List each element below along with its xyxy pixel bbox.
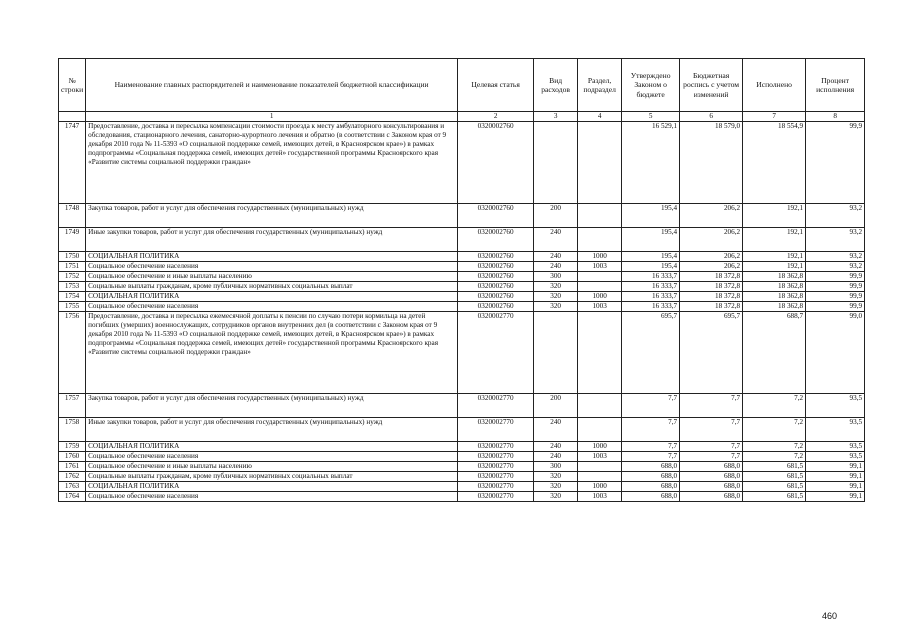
row-executed: 192,1 bbox=[743, 228, 806, 252]
row-target-article: 0320002770 bbox=[458, 492, 534, 502]
header-name: Наименование главных распорядителей и наименование показателей бюджетной классификации bbox=[86, 59, 458, 112]
row-approved: 195,4 bbox=[622, 204, 680, 228]
row-budget-schedule: 206,2 bbox=[680, 252, 743, 262]
row-name: СОЦИАЛЬНАЯ ПОЛИТИКА bbox=[86, 442, 458, 452]
row-name: Социальное обеспечение населения bbox=[86, 262, 458, 272]
row-section bbox=[578, 394, 622, 418]
row-executed: 192,1 bbox=[743, 204, 806, 228]
table-row bbox=[59, 228, 865, 252]
row-percent: 93,5 bbox=[806, 452, 865, 462]
row-percent: 93,2 bbox=[806, 204, 865, 228]
table-row bbox=[59, 312, 865, 394]
row-percent: 93,5 bbox=[806, 394, 865, 418]
row-name: Социальное обеспечение населения bbox=[86, 302, 458, 312]
row-name: Социальное обеспечение населения bbox=[86, 492, 458, 502]
row-name: СОЦИАЛЬНАЯ ПОЛИТИКА bbox=[86, 252, 458, 262]
row-executed: 18 554,9 bbox=[743, 122, 806, 204]
header-executed: Исполнено bbox=[743, 59, 806, 112]
row-budget-schedule: 18 372,8 bbox=[680, 282, 743, 292]
row-approved: 16 333,7 bbox=[622, 272, 680, 282]
row-number: 1753 bbox=[59, 282, 86, 292]
table-row bbox=[59, 482, 865, 492]
row-section bbox=[578, 282, 622, 292]
row-number: 1757 bbox=[59, 394, 86, 418]
table-row bbox=[59, 442, 865, 452]
row-expense-type: 320 bbox=[534, 292, 578, 302]
column-numbers-row bbox=[59, 112, 865, 122]
row-section: 1000 bbox=[578, 292, 622, 302]
row-expense-type: 200 bbox=[534, 204, 578, 228]
row-name: Предоставление, доставка и пересылка компенсации стоимости проезда к месту амбулаторного консультирования и обследования, стационарного лечения, санаторно-курортного лечения и обратно (в соответствии с Законом края от 9 декабря 2010 года № 11-5393 «О социальной поддержке семей, имеющих детей, в Красноярском крае») в рамках подпрограммы «Социальная поддержка семей, имеющих детей» государственной программы Красноярского края «Развитие системы социальной поддержки граждан» bbox=[86, 122, 458, 204]
row-expense-type: 300 bbox=[534, 272, 578, 282]
row-number: 1752 bbox=[59, 272, 86, 282]
row-expense-type: 240 bbox=[534, 262, 578, 272]
row-expense-type: 320 bbox=[534, 472, 578, 482]
row-percent: 93,5 bbox=[806, 418, 865, 442]
row-target-article: 0320002760 bbox=[458, 262, 534, 272]
row-budget-schedule: 7,7 bbox=[680, 418, 743, 442]
row-percent: 93,2 bbox=[806, 252, 865, 262]
row-percent: 99,9 bbox=[806, 302, 865, 312]
row-executed: 18 362,8 bbox=[743, 302, 806, 312]
row-section: 1003 bbox=[578, 452, 622, 462]
row-budget-schedule: 688,0 bbox=[680, 462, 743, 472]
row-budget-schedule: 7,7 bbox=[680, 442, 743, 452]
page-number: 460 bbox=[822, 611, 838, 621]
row-number: 1754 bbox=[59, 292, 86, 302]
row-approved: 7,7 bbox=[622, 394, 680, 418]
row-section bbox=[578, 272, 622, 282]
row-approved: 688,0 bbox=[622, 472, 680, 482]
row-expense-type: 240 bbox=[534, 442, 578, 452]
row-budget-schedule: 7,7 bbox=[680, 394, 743, 418]
row-number: 1761 bbox=[59, 462, 86, 472]
row-executed: 681,5 bbox=[743, 472, 806, 482]
row-name: Предоставление, доставка и пересылка ежемесячной доплаты к пенсии по случаю потери кормильца на детей погибших (умерших) военнослужащих, сотрудников органов внутренних дел (в соответствии с Законом края от 9 декабря 2010 года № 11-5393 «О социальной поддержке семей, имеющих детей, в Красноярском крае») в рамках подпрограммы «Социальная поддержка семей, имеющих детей» государственной программы Красноярского края «Развитие системы социальной поддержки граждан» bbox=[86, 312, 458, 394]
row-number: 1756 bbox=[59, 312, 86, 394]
row-percent: 93,2 bbox=[806, 228, 865, 252]
budget-table bbox=[58, 58, 865, 502]
row-section: 1003 bbox=[578, 492, 622, 502]
table-row bbox=[59, 452, 865, 462]
row-section: 1000 bbox=[578, 442, 622, 452]
row-number: 1755 bbox=[59, 302, 86, 312]
row-name: Социальное обеспечение и иные выплаты населению bbox=[86, 462, 458, 472]
row-approved: 688,0 bbox=[622, 482, 680, 492]
row-approved: 16 529,1 bbox=[622, 122, 680, 204]
table-row bbox=[59, 418, 865, 442]
row-budget-schedule: 7,7 bbox=[680, 452, 743, 462]
row-executed: 192,1 bbox=[743, 262, 806, 272]
row-budget-schedule: 206,2 bbox=[680, 262, 743, 272]
row-target-article: 0320002760 bbox=[458, 252, 534, 262]
row-approved: 7,7 bbox=[622, 418, 680, 442]
row-percent: 99,1 bbox=[806, 472, 865, 482]
row-expense-type: 320 bbox=[534, 482, 578, 492]
row-name: Социальные выплаты гражданам, кроме публичных нормативных социальных выплат bbox=[86, 282, 458, 292]
row-number: 1763 bbox=[59, 482, 86, 492]
row-name: СОЦИАЛЬНАЯ ПОЛИТИКА bbox=[86, 292, 458, 302]
table-row bbox=[59, 394, 865, 418]
row-executed: 18 362,8 bbox=[743, 282, 806, 292]
row-target-article: 0320002770 bbox=[458, 442, 534, 452]
row-percent: 93,5 bbox=[806, 442, 865, 452]
row-executed: 192,1 bbox=[743, 252, 806, 262]
column-number: 6 bbox=[680, 112, 743, 122]
row-name: СОЦИАЛЬНАЯ ПОЛИТИКА bbox=[86, 482, 458, 492]
column-number: 4 bbox=[578, 112, 622, 122]
table-row bbox=[59, 204, 865, 228]
row-target-article: 0320002760 bbox=[458, 228, 534, 252]
row-approved: 16 333,7 bbox=[622, 302, 680, 312]
table-row bbox=[59, 262, 865, 272]
column-number: 8 bbox=[806, 112, 865, 122]
table-row bbox=[59, 252, 865, 262]
row-target-article: 0320002770 bbox=[458, 418, 534, 442]
row-number: 1748 bbox=[59, 204, 86, 228]
row-target-article: 0320002770 bbox=[458, 472, 534, 482]
row-section: 1000 bbox=[578, 482, 622, 492]
row-expense-type bbox=[534, 312, 578, 394]
column-number: 1 bbox=[86, 112, 458, 122]
row-section bbox=[578, 462, 622, 472]
row-expense-type: 320 bbox=[534, 282, 578, 292]
row-target-article: 0320002760 bbox=[458, 204, 534, 228]
row-percent: 93,2 bbox=[806, 262, 865, 272]
header-budget-schedule: Бюджетная роспись с учетом изменений bbox=[680, 59, 743, 112]
row-expense-type: 300 bbox=[534, 462, 578, 472]
row-percent: 99,9 bbox=[806, 122, 865, 204]
row-section bbox=[578, 228, 622, 252]
row-executed: 18 362,8 bbox=[743, 292, 806, 302]
header-row-number: № строки bbox=[59, 59, 86, 112]
row-section: 1003 bbox=[578, 302, 622, 312]
row-executed: 688,7 bbox=[743, 312, 806, 394]
row-percent: 99,0 bbox=[806, 312, 865, 394]
row-target-article: 0320002760 bbox=[458, 272, 534, 282]
row-budget-schedule: 688,0 bbox=[680, 482, 743, 492]
row-expense-type: 240 bbox=[534, 252, 578, 262]
row-expense-type: 200 bbox=[534, 394, 578, 418]
header-row bbox=[59, 59, 865, 112]
row-percent: 99,1 bbox=[806, 482, 865, 492]
row-number: 1749 bbox=[59, 228, 86, 252]
row-expense-type bbox=[534, 122, 578, 204]
row-executed: 681,5 bbox=[743, 482, 806, 492]
row-section bbox=[578, 418, 622, 442]
row-target-article: 0320002770 bbox=[458, 312, 534, 394]
row-approved: 195,4 bbox=[622, 252, 680, 262]
table-row bbox=[59, 472, 865, 482]
header-target-article: Целевая статья bbox=[458, 59, 534, 112]
column-number: 7 bbox=[743, 112, 806, 122]
column-number: 5 bbox=[622, 112, 680, 122]
row-approved: 16 333,7 bbox=[622, 282, 680, 292]
row-number: 1760 bbox=[59, 452, 86, 462]
row-executed: 7,2 bbox=[743, 418, 806, 442]
row-percent: 99,9 bbox=[806, 292, 865, 302]
row-approved: 695,7 bbox=[622, 312, 680, 394]
row-section bbox=[578, 312, 622, 394]
row-budget-schedule: 206,2 bbox=[680, 204, 743, 228]
row-name: Социальное обеспечение и иные выплаты населению bbox=[86, 272, 458, 282]
row-approved: 688,0 bbox=[622, 462, 680, 472]
row-executed: 18 362,8 bbox=[743, 272, 806, 282]
table-row bbox=[59, 302, 865, 312]
row-number: 1747 bbox=[59, 122, 86, 204]
row-executed: 681,5 bbox=[743, 462, 806, 472]
row-approved: 7,7 bbox=[622, 452, 680, 462]
row-approved: 688,0 bbox=[622, 492, 680, 502]
row-executed: 7,2 bbox=[743, 394, 806, 418]
row-number: 1759 bbox=[59, 442, 86, 452]
row-section bbox=[578, 472, 622, 482]
row-percent: 99,1 bbox=[806, 462, 865, 472]
row-expense-type: 240 bbox=[534, 418, 578, 442]
row-number: 1764 bbox=[59, 492, 86, 502]
header-approved: Утверждено Законом о бюджете bbox=[622, 59, 680, 112]
row-budget-schedule: 18 579,0 bbox=[680, 122, 743, 204]
row-percent: 99,9 bbox=[806, 282, 865, 292]
row-target-article: 0320002770 bbox=[458, 462, 534, 472]
table-row bbox=[59, 122, 865, 204]
row-name: Иные закупки товаров, работ и услуг для обеспечения государственных (муниципальных) нужд bbox=[86, 418, 458, 442]
row-approved: 16 333,7 bbox=[622, 292, 680, 302]
row-target-article: 0320002760 bbox=[458, 302, 534, 312]
row-executed: 681,5 bbox=[743, 492, 806, 502]
row-expense-type: 240 bbox=[534, 452, 578, 462]
row-name: Закупка товаров, работ и услуг для обеспечения государственных (муниципальных) нужд bbox=[86, 204, 458, 228]
row-target-article: 0320002760 bbox=[458, 122, 534, 204]
row-target-article: 0320002760 bbox=[458, 282, 534, 292]
row-executed: 7,2 bbox=[743, 452, 806, 462]
row-budget-schedule: 688,0 bbox=[680, 472, 743, 482]
row-expense-type: 320 bbox=[534, 492, 578, 502]
row-executed: 7,2 bbox=[743, 442, 806, 452]
table-row bbox=[59, 282, 865, 292]
row-section: 1000 bbox=[578, 252, 622, 262]
row-percent: 99,1 bbox=[806, 492, 865, 502]
row-target-article: 0320002760 bbox=[458, 292, 534, 302]
row-percent: 99,9 bbox=[806, 272, 865, 282]
row-approved: 195,4 bbox=[622, 262, 680, 272]
row-target-article: 0320002770 bbox=[458, 394, 534, 418]
row-budget-schedule: 695,7 bbox=[680, 312, 743, 394]
row-target-article: 0320002770 bbox=[458, 452, 534, 462]
table-row bbox=[59, 272, 865, 282]
row-budget-schedule: 18 372,8 bbox=[680, 272, 743, 282]
row-approved: 7,7 bbox=[622, 442, 680, 452]
row-section bbox=[578, 204, 622, 228]
row-budget-schedule: 206,2 bbox=[680, 228, 743, 252]
row-number: 1751 bbox=[59, 262, 86, 272]
column-number: 3 bbox=[534, 112, 578, 122]
row-number: 1758 bbox=[59, 418, 86, 442]
row-section bbox=[578, 122, 622, 204]
table-row bbox=[59, 462, 865, 472]
table-row bbox=[59, 492, 865, 502]
table-row bbox=[59, 292, 865, 302]
row-name: Социальные выплаты гражданам, кроме публичных нормативных социальных выплат bbox=[86, 472, 458, 482]
row-section: 1003 bbox=[578, 262, 622, 272]
row-name: Социальное обеспечение населения bbox=[86, 452, 458, 462]
header-expense-type: Вид расходов bbox=[534, 59, 578, 112]
row-expense-type: 240 bbox=[534, 228, 578, 252]
header-percent: Процент исполнения bbox=[806, 59, 865, 112]
row-number: 1750 bbox=[59, 252, 86, 262]
column-number: 2 bbox=[458, 112, 534, 122]
row-approved: 195,4 bbox=[622, 228, 680, 252]
row-budget-schedule: 688,0 bbox=[680, 492, 743, 502]
row-name: Иные закупки товаров, работ и услуг для обеспечения государственных (муниципальных) нужд bbox=[86, 228, 458, 252]
row-expense-type: 320 bbox=[534, 302, 578, 312]
row-number: 1762 bbox=[59, 472, 86, 482]
row-target-article: 0320002770 bbox=[458, 482, 534, 492]
header-section: Раздел, подраздел bbox=[578, 59, 622, 112]
row-budget-schedule: 18 372,8 bbox=[680, 292, 743, 302]
row-budget-schedule: 18 372,8 bbox=[680, 302, 743, 312]
row-name: Закупка товаров, работ и услуг для обеспечения государственных (муниципальных) нужд bbox=[86, 394, 458, 418]
